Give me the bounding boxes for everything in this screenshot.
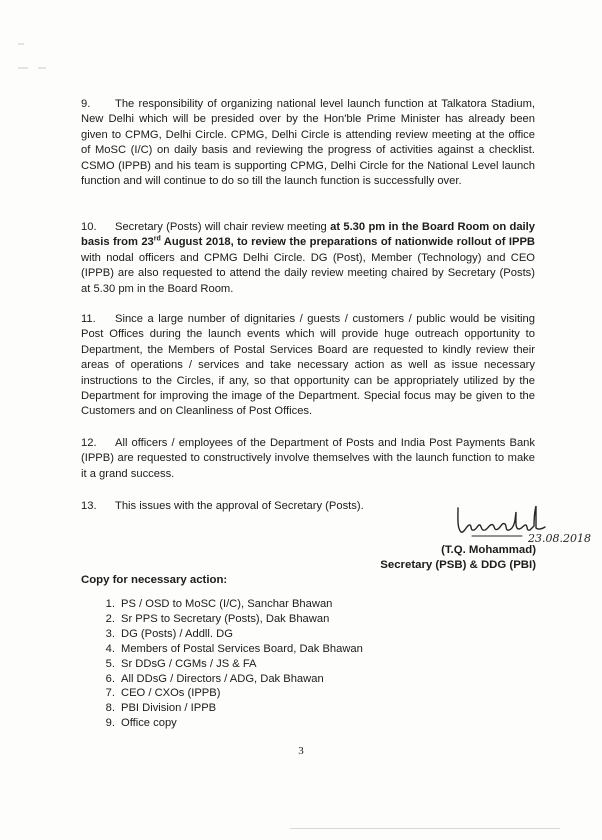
paragraph-bold-text: August 2018, to review the preparations of nationwide rollout of IPPB xyxy=(160,236,535,249)
superscript: rd xyxy=(153,235,161,243)
signatory-title: Secretary (PSB) & DDG (PBI) xyxy=(380,559,536,571)
list-item xyxy=(90,627,363,642)
divider xyxy=(290,828,560,829)
list-item-number: 6. xyxy=(105,672,115,685)
paragraph-number: 12. xyxy=(81,437,97,449)
scan-marks xyxy=(18,38,58,78)
list-item-number: 8. xyxy=(105,702,115,715)
paragraph-number: 11. xyxy=(81,313,96,325)
list-item-number: 1. xyxy=(105,598,115,610)
paragraph-12 xyxy=(81,436,535,482)
list-item-text: All DDsG / Directors / ADG, Dak Bhawan xyxy=(121,672,324,685)
paragraph-10 xyxy=(81,220,535,297)
paragraph-text: The responsibility of organizing national level launch function at Talkatora Stadium, New Delhi which will be presided over by the Hon'ble Prime Minister has already been given to CPMG, Delhi Circle. CPMG, Delhi Circle is attending review meeting at the office of MoSC (I/C) on daily basis and reviewing the progress of activities against a checklist. CSMO (IPPB) and his team is supporting CPMG, Delhi Circle for the National Level launch function and will continue to do so till the launch function is successfully over. xyxy=(81,98,535,188)
paragraph-number: 10. xyxy=(81,221,97,233)
list-item xyxy=(90,642,363,657)
list-item xyxy=(90,686,363,701)
list-item xyxy=(90,672,363,687)
list-item-text: PBI Division / IPPB xyxy=(121,702,217,715)
list-item xyxy=(90,657,363,672)
page-number: 3 xyxy=(298,745,304,757)
list-item-number: 2. xyxy=(105,612,115,625)
list-item-number: 9. xyxy=(105,717,115,730)
paragraph-text: Secretary (Posts) will chair review meeting xyxy=(115,221,331,233)
paragraph-text: All officers / employees of the Department of Posts and India Post Payments Bank (IPPB) are requested to constructively involve themselves with the launch function to make it a grand success. xyxy=(81,437,535,480)
signatory-name: (T.Q. Mohammad) xyxy=(441,544,536,556)
list-item-number: 4. xyxy=(105,642,115,655)
paragraph-number: 9. xyxy=(81,98,91,110)
list-item-number: 5. xyxy=(105,657,115,670)
paragraph-9 xyxy=(81,97,535,189)
list-item xyxy=(90,597,363,612)
paragraph-text: Since a large number of dignitaries / guests / customers / public would be visiting Post Offices during the launch events which will provide huge outreach opportunity to Department, the Members of Postal Services Board are requested to kindly review their areas of operations / services and take necessary action as well as issue necessary instructions to the Circles, if any, so that opportunity can be appropriately utilized by the Department for improving the image of the Department. Special focus may be given to the Customers and on Cleanliness of Post Offices. xyxy=(81,313,535,418)
paragraph-number: 13. xyxy=(81,500,97,512)
list-item-text: PS / OSD to MoSC (I/C), Sanchar Bhawan xyxy=(121,598,333,610)
list-item-number: 3. xyxy=(105,627,115,640)
copy-list xyxy=(90,597,363,731)
handwritten-signature xyxy=(452,498,591,545)
list-item-text: Members of Postal Services Board, Dak Bhawan xyxy=(121,642,363,655)
list-item-text: CEO / CXOs (IPPB) xyxy=(121,687,221,700)
list-item xyxy=(90,701,363,716)
paragraph-bold-text: at 5.30 pm in the Board Room on daily basis from 23 xyxy=(81,221,535,249)
copy-heading: Copy for necessary action: xyxy=(81,574,228,586)
paragraph-11 xyxy=(81,312,535,420)
signature-date: 23.08.2018 xyxy=(528,532,591,545)
list-item-text: Office copy xyxy=(121,717,177,730)
list-item-text: Sr PPS to Secretary (Posts), Dak Bhawan xyxy=(121,612,330,625)
list-item-text: DG (Posts) / Addll. DG xyxy=(121,627,233,640)
list-item-text: Sr DDsG / CGMs / JS & FA xyxy=(121,657,257,670)
paragraph-text: This issues with the approval of Secretary (Posts). xyxy=(115,500,364,512)
list-item xyxy=(90,612,363,627)
list-item-number: 7. xyxy=(105,687,115,700)
list-item xyxy=(90,716,363,731)
paragraph-text: with nodal officers and CPMG Delhi Circle. DG (Post), Member (Technology) and CEO (IPPB) are also requested to attend the daily review meeting chaired by Secretary (Posts) at 5.30 pm in the Board Room. xyxy=(81,251,535,295)
